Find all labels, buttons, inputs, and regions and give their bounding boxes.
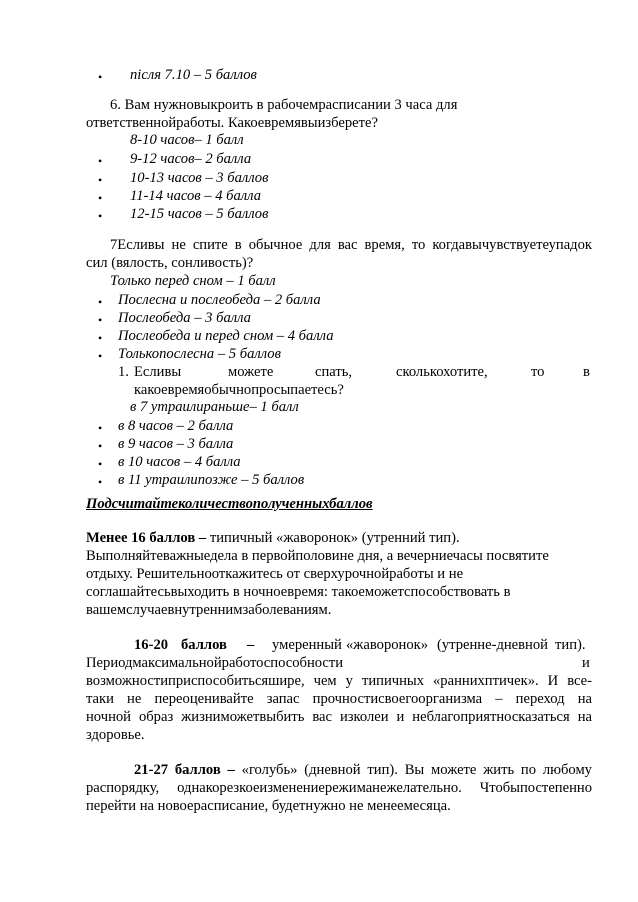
result-2-line5: ночной образ жизниможетвыбить вас изколеи и неблагоприятносказаться на [86, 709, 592, 725]
result-3-line2: распорядку, однакорезкоеизменениережиманежелательно. Чтобыпостепенно [86, 780, 592, 796]
bullet-icon: • [98, 331, 103, 345]
q6-question-line1: 6. Вам нужновыкроить в рабочемрасписании 3 часа для [110, 97, 458, 113]
q7-option-3: Послеобеда – 3 балла [118, 310, 251, 326]
bullet-icon: • [98, 439, 103, 453]
q8-word: сколькохотите, [396, 364, 488, 380]
q8-option-4: в 10 часов – 4 балла [118, 454, 241, 470]
q8-option-1: в 7 утраилираньше– 1 балл [130, 399, 299, 415]
result-2-line6: здоровье. [86, 727, 145, 743]
q7-option-2: Послесна и послеобеда – 2 балла [118, 292, 321, 308]
result-2-word: умеренный [272, 637, 342, 653]
result-2-line4: таки не переоценивайте запас прочностисвоегоорганизма – переход на [86, 691, 592, 707]
result-1-line5: вашемслучаевнутреннимзаболеваниям. [86, 602, 332, 618]
bullet-icon: • [98, 457, 103, 471]
q7-option-5: Толькопослесна – 5 баллов [118, 346, 281, 362]
result-1-type: типичный «жаворонок» (утренний тип). [206, 530, 460, 546]
results-heading: Подсчитайтеколичествополученныхбаллов [86, 496, 373, 512]
result-2-line2-left: Периодмаксимальнойработоспособности [86, 655, 344, 671]
q8-question-line2: какоевремяобычнопросыпаетесь? [134, 382, 344, 398]
bullet-icon: • [98, 475, 103, 489]
q6-option-2: 9-12 часов– 2 балла [130, 151, 252, 167]
q7-question-line1: 7Есливы не спите в обычное для вас время, то когдавычувствуетеупадок [110, 237, 592, 253]
bullet-icon: • [98, 191, 103, 205]
q7-option-1: Только перед сном – 1 балл [110, 273, 276, 289]
result-2-line3: возможностиприспособитьсяшире, чем у типичных «раннихптичек». И все- [86, 673, 592, 689]
result-2-word: (утренне-дневной [437, 637, 548, 653]
result-3-line3: перейти на новоерасписание, будетнужно не менеемесяца. [86, 798, 451, 814]
result-1-score: Менее 16 баллов – [86, 530, 207, 546]
result-1-line4: соглашайтесьвыходить в ночноевремя: такоеможетспособствовать в [86, 584, 511, 600]
result-2-word: 16-20 [134, 637, 169, 653]
q8-word: в [583, 364, 590, 380]
result-1-line3: отдыху. Решительнооткажитесь от сверхурочнойработы и не [86, 566, 464, 582]
bullet-icon: • [98, 421, 103, 435]
q8-word: спать, [315, 364, 353, 380]
q8-option-5: в 11 утраилипозже – 5 баллов [118, 472, 305, 488]
bullet-icon: • [98, 349, 103, 363]
q7-option-4: Послеобеда и перед сном – 4 балла [118, 328, 334, 344]
result-3-score: 21-27 баллов – [134, 762, 235, 778]
q8-word: то [531, 364, 545, 380]
bullet-icon: • [98, 295, 103, 309]
q6-option-3: 10-13 часов – 3 баллов [130, 170, 269, 186]
q6-question-line2: ответственнойработы. Какоевремявыизберете? [86, 115, 378, 131]
result-2-word: баллов [181, 637, 227, 653]
result-3-type: «голубь» (дневной тип). Вы можете жить по любому [241, 762, 592, 778]
result-2-word: тип). [555, 637, 586, 653]
bullet-icon: • [98, 154, 103, 168]
bullet-icon: • [98, 313, 103, 327]
q5-option-5: після 7.10 – 5 баллов [130, 67, 257, 83]
result-1-line1 [86, 529, 460, 548]
result-3-line1 [134, 761, 592, 780]
q8-option-2: в 8 часов – 2 балла [118, 418, 234, 434]
q8-number: 1. [118, 364, 129, 380]
q6-option-4: 11-14 часов – 4 балла [130, 188, 261, 204]
result-1-line2: Выполняйтеважныедела в первойполовине дня, а вечерниечасы посвятите [86, 548, 549, 564]
bullet-icon: • [98, 173, 103, 187]
bullet-icon: • [98, 70, 103, 84]
q7-question-line2: сил (вялость, сонливость)? [86, 255, 254, 271]
q8-word: можете [228, 364, 274, 380]
q6-option-5: 12-15 часов – 5 баллов [130, 206, 269, 222]
q6-option-1: 8-10 часов– 1 балл [130, 132, 244, 148]
bullet-icon: • [98, 209, 103, 223]
result-2-line2-right: и [582, 655, 590, 671]
result-2-word: «жаворонок» [346, 637, 429, 653]
q8-word: Есливы [134, 364, 182, 380]
q8-option-3: в 9 часов – 3 балла [118, 436, 234, 452]
result-2-word: – [247, 637, 255, 653]
